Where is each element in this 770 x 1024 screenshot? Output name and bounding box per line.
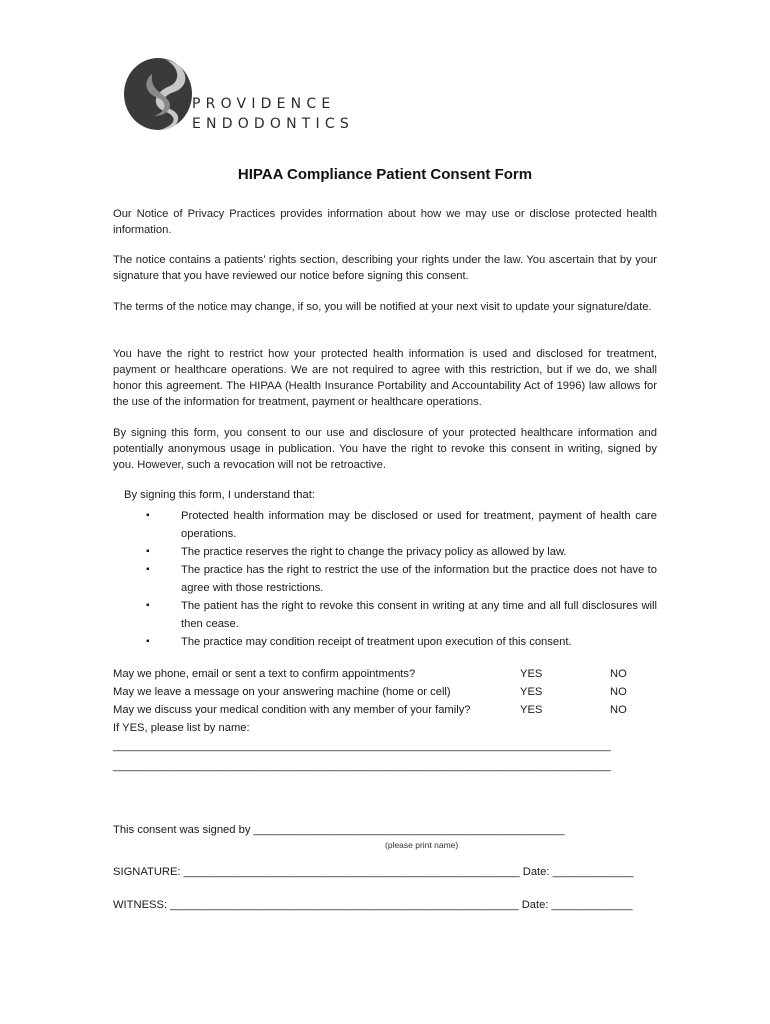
question-row [113,686,673,704]
question-text: May we phone, email or sent a text to confirm appointments? [113,668,416,680]
understand-intro: By signing this form, I understand that: [124,489,315,501]
list-item-text: Protected health information may be disclosed or used for treatment, payment of health care operations. [181,510,657,540]
family-name-field-2[interactable]: ________________________________________________________________________________ [113,760,611,772]
list-item [113,597,657,633]
bullet-icon: ▪ [146,510,150,521]
signed-by-field[interactable]: This consent was signed by __________________________________________________ [113,824,565,836]
list-item [113,507,657,543]
paragraph-consent: By signing this form, you consent to our use and disclosure of your protected healthcare information and potentially anonymous usage in publication. You have the right to revoke this consent in writing, signed by you. However, such a revocation will not be retroactive. [113,427,657,471]
no-option[interactable]: NO [610,704,627,716]
question-text: May we leave a message on your answering machine (home or cell) [113,686,451,698]
paragraph-restrict: You have the right to restrict how your protected health information is used and disclosed for treatment, payment or healthcare operations. We are not required to agree with this restriction, but if we do, we shall honor this agreement. The HIPAA (Health Insurance Portability and Accountability Act of 1996) law allows for the use of the information for treatment, payment or healthcare operations. [113,348,657,408]
question-row [113,704,673,722]
bullet-icon: ▪ [146,546,150,557]
no-option[interactable]: NO [610,668,627,680]
question-row [113,668,673,686]
bullet-icon: ▪ [146,600,150,611]
yes-option[interactable]: YES [520,704,543,716]
list-item [113,633,657,651]
yes-option[interactable]: YES [520,668,543,680]
print-name-hint: (please print name) [385,840,459,850]
list-item [113,561,657,597]
list-item-text: The patient has the right to revoke this consent in writing at any time and all full disclosures will then cease. [181,600,657,630]
logo-line1: PROVIDENCE [192,96,336,112]
witness-field[interactable]: WITNESS: ________________________________________________________ Date: _____________ [113,899,633,911]
question-text: May we discuss your medical condition with any member of your family? [113,704,471,716]
list-item [113,543,657,561]
list-item-text: The practice reserves the right to change the privacy policy as allowed by law. [181,546,567,558]
no-option[interactable]: NO [610,686,627,698]
logo [122,54,372,134]
logo-line2: ENDODONTICS [192,116,354,132]
bullet-icon: ▪ [146,564,150,575]
if-yes-label: If YES, please list by name: [113,722,250,734]
understanding-list [113,507,657,651]
paragraph-notice: Our Notice of Privacy Practices provides information about how we may use or disclose protected health information. [113,208,657,236]
providence-logo-icon [122,54,198,132]
paragraph-terms: The terms of the notice may change, if so, you will be notified at your next visit to update your signature/date. [113,301,652,313]
family-name-field-1[interactable]: ________________________________________________________________________________ [113,740,611,752]
bullet-icon: ▪ [146,636,150,647]
page-title: HIPAA Compliance Patient Consent Form [237,166,533,183]
signature-field[interactable]: SIGNATURE: ______________________________________________________ Date: _____________ [113,866,634,878]
paragraph-rights: The notice contains a patients’ rights section, describing your rights under the law. You ascertain that by your signature that you have reviewed our notice before signing this consent. [113,254,657,282]
list-item-text: The practice has the right to restrict the use of the information but the practice does not have to agree with those restrictions. [181,564,657,594]
yes-option[interactable]: YES [520,686,543,698]
list-item-text: The practice may condition receipt of treatment upon execution of this consent. [181,636,572,648]
